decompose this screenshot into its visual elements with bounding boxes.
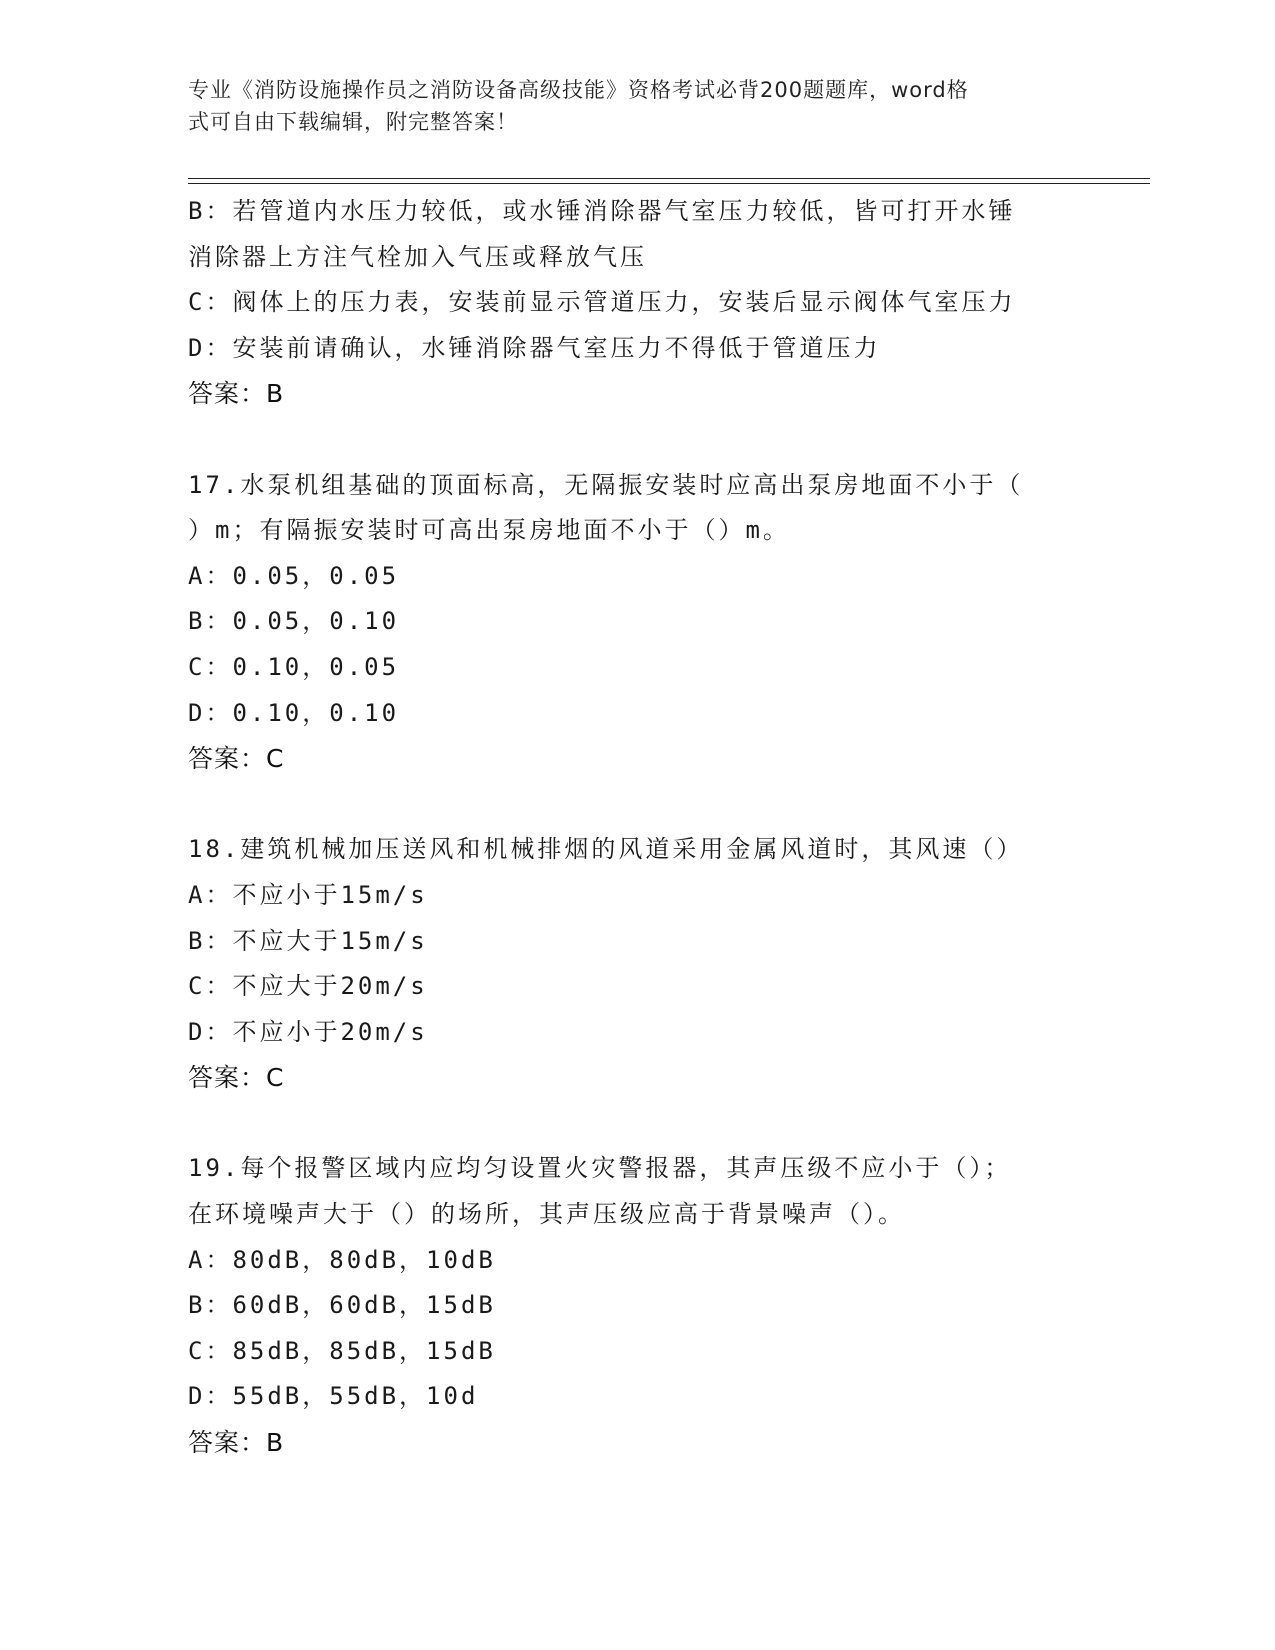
option-d: D：0.10，0.10: [188, 698, 400, 727]
option-d: D：不应小于20m/s: [188, 1017, 428, 1046]
option-b: B：0.05，0.10: [188, 607, 400, 636]
spacer: [188, 1101, 1088, 1147]
option-c: C：85dB，85dB，15dB: [188, 1336, 496, 1365]
answer: 答案：C: [188, 744, 285, 774]
question-stem-line-1: 17.水泵机组基础的顶面标高，无隔振安装时应高出泵房地面不小于（: [188, 470, 1024, 499]
answer: 答案：C: [188, 1063, 285, 1093]
option-b-line-2: 消除器上方注气栓加入气压或释放气压: [188, 242, 647, 271]
question-19: [188, 1146, 1088, 1465]
option-b: B：不应大于15m/s: [188, 926, 428, 955]
header-line-1: 专业《消防设施操作员之消防设备高级技能》资格考试必背200题题库，word格: [188, 78, 969, 102]
header-rule-bottom: [188, 183, 1150, 184]
option-a: A：不应小于15m/s: [188, 880, 428, 909]
question-16-continuation: [188, 189, 1088, 417]
option-a: A：80dB，80dB，10dB: [188, 1245, 496, 1274]
option-c: C：不应大于20m/s: [188, 972, 428, 1001]
document-body: [188, 189, 1088, 1466]
question-stem-line-1: 19.每个报警区域内应均匀设置火灾警报器，其声压级不应小于（）；: [188, 1154, 1012, 1183]
document-header: [188, 74, 1068, 138]
spacer: [188, 417, 1088, 463]
option-b-line-1: B：若管道内水压力较低，或水锤消除器气室压力较低，皆可打开水锤: [188, 197, 1016, 225]
header-line-2: 式可自由下载编辑，附完整答案！: [188, 110, 518, 134]
question-17: [188, 463, 1088, 782]
question-stem-line-2: ）m；有隔振安装时可高出泵房地面不小于（）m。: [188, 516, 790, 545]
question-stem-line-1: 18.建筑机械加压送风和机械排烟的风道采用金属风道时，其风速（）: [188, 835, 1024, 864]
question-18: [188, 827, 1088, 1101]
answer: 答案：B: [188, 379, 285, 409]
option-c: C：0.10，0.05: [188, 652, 400, 681]
header-rule-top: [188, 178, 1150, 179]
option-a: A：0.05，0.05: [188, 561, 400, 590]
question-stem-line-2: 在环境噪声大于（）的场所，其声压级应高于背景噪声（）。: [188, 1200, 905, 1229]
option-b: B：60dB，60dB，15dB: [188, 1291, 496, 1320]
option-c: C：阀体上的压力表，安装前显示管道压力，安装后显示阀体气室压力: [188, 288, 1016, 317]
answer: 答案：B: [188, 1428, 285, 1458]
spacer: [188, 782, 1088, 828]
option-d: D：安装前请确认，水锤消除器气室压力不得低于管道压力: [188, 333, 881, 362]
option-d: D：55dB，55dB，10d: [188, 1382, 479, 1411]
